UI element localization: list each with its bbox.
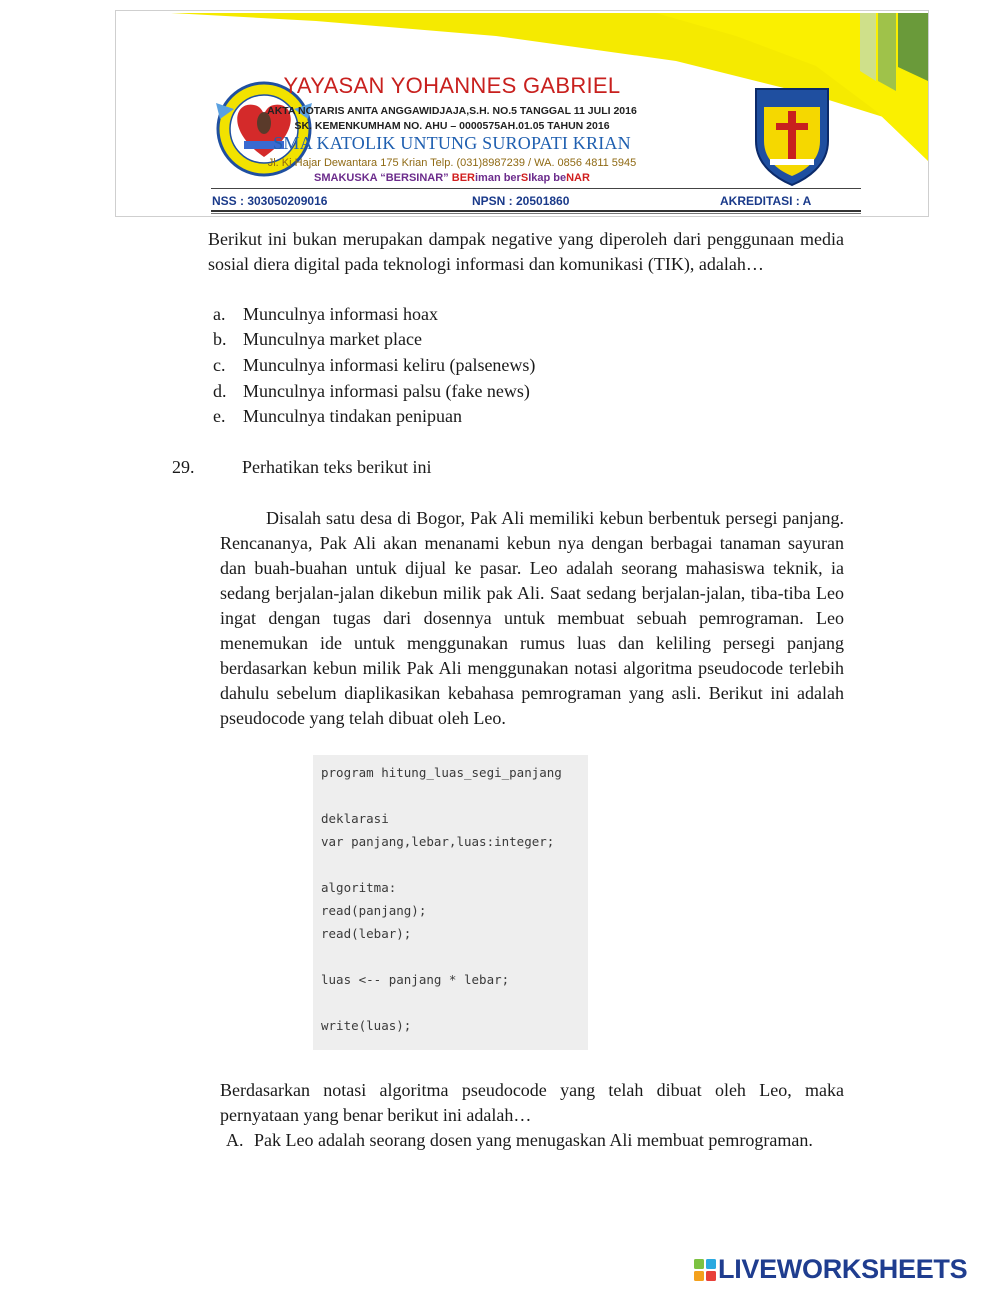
- brand-text: LIVEWORKSHEETS: [718, 1254, 968, 1284]
- pseudocode-box: [313, 755, 588, 1050]
- notary-line: AKTA NOTARIS ANITA ANGGAWIDJAJA,S.H. NO.5 TANGGAL 11 JULI 2016: [267, 105, 637, 117]
- code-line: luas <-- panjang * lebar;: [321, 972, 510, 987]
- code-line: algoritma:: [321, 880, 397, 895]
- q28-question-text: Berikut ini bukan merupakan dampak negative yang diperoleh dari penggunaan media sosial diera digital pada teknologi informasi dan komunikasi (TIK), adalah…: [208, 229, 844, 274]
- address-line: Jl. Ki Hajar Dewantara 175 Krian Telp. (031)8987239 / WA. 0856 4811 5945: [267, 157, 637, 169]
- option-text: Munculnya informasi keliru (palsenews): [243, 355, 536, 375]
- option-text: Munculnya informasi hoax: [243, 304, 438, 324]
- nss-number: NSS : 303050209016: [212, 194, 328, 208]
- motto-part: BER: [451, 172, 475, 184]
- header-rule: [211, 210, 861, 212]
- school-logo: [756, 89, 828, 185]
- motto-prefix: SMAKUSKA “BERSINAR”: [314, 172, 449, 184]
- q29-option-a-label: A.: [226, 1130, 244, 1150]
- header-rule: [211, 188, 861, 189]
- code-line: write(luas);: [321, 1018, 412, 1033]
- code-line: read(panjang);: [321, 903, 427, 918]
- option-label: a.: [213, 304, 226, 324]
- header-rule: [211, 213, 861, 214]
- q29-story: Disalah satu desa di Bogor, Pak Ali memiliki kebun berbentuk persegi panjang. Rencananya, Pak Ali akan menanami kebun nya dengan berbagai tanaman sayuran dan buah-buahan untuk dijual ke pasar. Leo adalah seorang mahasiswa teknik, ia sedang berjalan-jalan dikebun milik pak Ali. Saat sedang berjalan-jalan, tiba-tiba Leo ingat dengan tugas dari dosennya untuk membuat sebuah pemrograman. Leo menemukan ide untuk menggunakan rumus luas dan keliling persegi panjang berdasarkan kebun milik Pak Ali menggunakan notasi algoritma pseudocode terlebih dahulu sebelum diaplikasikan kebahasa pemrograman yang asli. Berikut ini adalah pseudocode yang telah dibuat oleh Leo.: [220, 508, 844, 728]
- npsn-number: NPSN : 20501860: [472, 194, 570, 208]
- motto-line: [242, 172, 662, 184]
- option-text: Munculnya tindakan penipuan: [243, 406, 462, 426]
- option-label: b.: [213, 329, 227, 349]
- motto-part: kap be: [531, 172, 567, 184]
- q29-question: Berdasarkan notasi algoritma pseudocode yang telah dibuat oleh Leo, maka pernyataan yang benar berikut ini adalah…: [220, 1080, 844, 1125]
- accreditation: AKREDITASI : A: [720, 194, 812, 208]
- q28-option: [213, 353, 535, 378]
- q29-title: Perhatikan teks berikut ini: [242, 457, 432, 477]
- school-name: SMA KATOLIK UNTUNG SUROPATI KRIAN: [273, 133, 631, 153]
- option-text: Munculnya informasi palsu (fake news): [243, 381, 530, 401]
- motto-part: S: [520, 172, 529, 184]
- q29-option-a-text: Pak Leo adalah seorang dosen yang menugaskan Ali membuat pemrograman.: [254, 1130, 813, 1150]
- foundation-name: YAYASAN YOHANNES GABRIEL: [283, 73, 621, 98]
- code-line: var panjang,lebar,luas:integer;: [321, 834, 555, 849]
- option-label: c.: [213, 355, 226, 375]
- liveworksheets-brand: [694, 1254, 994, 1284]
- option-label: d.: [213, 381, 227, 401]
- motto-part: I: [528, 172, 532, 184]
- q28-option: [213, 327, 422, 352]
- code-line: deklarasi: [321, 811, 389, 826]
- code-line: read(lebar);: [321, 926, 412, 941]
- q28-option: [213, 302, 438, 327]
- option-text: Munculnya market place: [243, 329, 422, 349]
- motto-part: iman ber: [474, 172, 521, 184]
- liveworksheets-logo-icon: [694, 1259, 716, 1281]
- q28-option: [213, 379, 530, 404]
- motto-part: NAR: [566, 172, 590, 184]
- letterhead: [115, 10, 929, 217]
- q29-number: 29.: [172, 457, 195, 477]
- option-label: e.: [213, 406, 226, 426]
- sk-line: SK. KEMENKUMHAM NO. AHU – 0000575AH.01.05 TAHUN 2016: [294, 120, 610, 132]
- q28-option: [213, 404, 462, 429]
- code-line: program hitung_luas_segi_panjang: [321, 765, 562, 780]
